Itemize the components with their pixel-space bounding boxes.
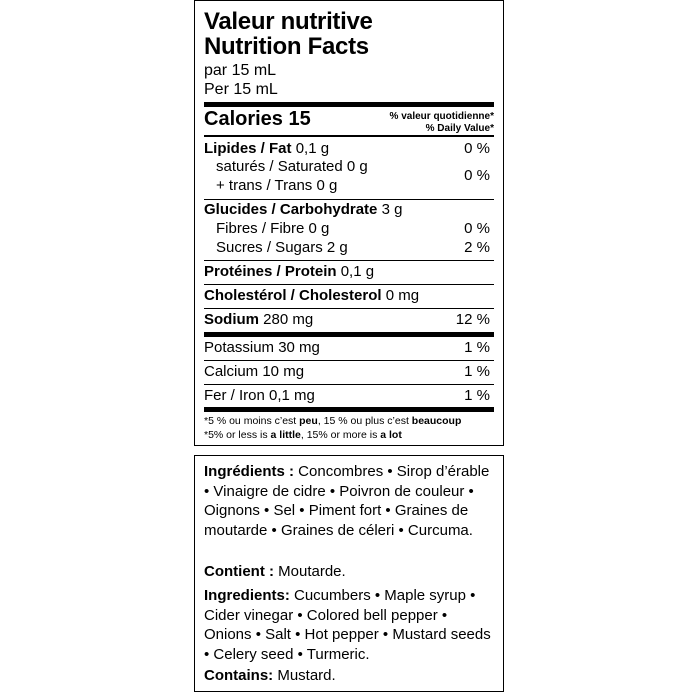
daily-value-header xyxy=(390,111,494,135)
serving-size-french: par 15 mL xyxy=(204,62,277,79)
divider-thick xyxy=(204,102,494,107)
iron-dv: 1 % xyxy=(464,387,490,404)
fibre-label: Fibres / Fibre 0 g xyxy=(216,220,330,237)
sat-trans-dv-row xyxy=(204,167,494,185)
fibre-dv: 0 % xyxy=(464,220,490,237)
calories-value: 15 xyxy=(288,108,311,130)
ingredients-french-text: Concombres • Sirop d’érable • Vinaigre de cidre • Poivron de couleur • Oignons • Sel • Piment fort • Graines de moutarde • Graines de céleri • Curcuma. xyxy=(204,463,490,539)
sugars-label: Sucres / Sugars 2 g xyxy=(216,239,348,256)
sodium-label: Sodium xyxy=(204,311,259,328)
contains-english-text: Mustard. xyxy=(273,667,336,684)
footnote-french-text: , 15 % ou plus c’est xyxy=(317,415,412,427)
calcium-row xyxy=(204,363,494,381)
iron-label: Fer / Iron 0,1 mg xyxy=(204,387,315,404)
footnote-english xyxy=(204,428,494,442)
sugars-dv: 2 % xyxy=(464,239,490,256)
divider xyxy=(204,384,494,385)
footnote-french xyxy=(204,414,494,428)
nutrition-facts-panel xyxy=(194,0,504,446)
divider-thick xyxy=(204,407,494,412)
carbohydrate-amount: 3 g xyxy=(381,201,403,218)
fat-row xyxy=(204,140,494,158)
protein-row xyxy=(204,263,494,281)
calcium-label: Calcium 10 mg xyxy=(204,363,305,380)
footnote-english-little: a little xyxy=(270,429,301,441)
contains-french xyxy=(204,562,497,582)
calcium-dv: 1 % xyxy=(464,363,490,380)
footnote-english-text: *5% or less is xyxy=(204,429,271,441)
divider xyxy=(204,135,494,137)
contains-french-text: Moutarde. xyxy=(273,563,346,580)
calories-line xyxy=(204,108,311,130)
protein-amount: 0,1 g xyxy=(340,263,375,280)
footnote-french-little: peu xyxy=(299,415,318,427)
sat-trans-dv: 0 % xyxy=(464,167,490,184)
footnote-french-text: *5 % ou moins c’est xyxy=(204,415,300,427)
ingredients-french-label: Ingrédients : xyxy=(204,463,295,480)
sugars-row xyxy=(204,239,494,257)
cholesterol-amount: 0 mg xyxy=(385,287,420,304)
sodium-amount: 280 mg xyxy=(263,311,314,328)
contains-english xyxy=(204,666,497,686)
footnote-french-lot: beaucoup xyxy=(411,415,462,427)
divider xyxy=(204,284,494,285)
divider xyxy=(204,199,494,200)
cholesterol-label: Cholestérol / Cholesterol xyxy=(204,287,382,304)
sodium-row xyxy=(204,311,494,329)
carbohydrate-label: Glucides / Carbohydrate xyxy=(204,201,378,218)
footnote-english-lot: a lot xyxy=(380,429,402,441)
ingredients-english-text: Cucumbers • Maple syrup • Cider vinegar • Colored bell pepper • Onions • Salt • Hot pepper • Mustard seeds • Celery seed • Turmeric. xyxy=(204,587,491,663)
title-english: Nutrition Facts xyxy=(204,33,369,60)
ingredients-english-label: Ingredients: xyxy=(204,587,290,604)
trans-label: + trans / Trans 0 g xyxy=(216,177,338,194)
protein-label: Protéines / Protein xyxy=(204,263,337,280)
footnote-english-text: , 15% or more is xyxy=(300,429,381,441)
saturated-label: saturés / Saturated 0 g xyxy=(216,158,368,175)
divider xyxy=(204,260,494,261)
contains-french-label: Contient : xyxy=(204,563,274,580)
divider xyxy=(204,360,494,361)
carbohydrate-row xyxy=(204,201,494,219)
potassium-label: Potassium 30 mg xyxy=(204,339,320,356)
ingredients-panel xyxy=(194,455,504,692)
title-french: Valeur nutritive xyxy=(204,8,373,35)
fat-amount: 0,1 g xyxy=(295,140,330,157)
daily-value-header-french: % valeur quotidienne* xyxy=(389,111,494,122)
ingredients-french xyxy=(204,462,497,540)
calories-label: Calories xyxy=(204,108,283,130)
fibre-row xyxy=(204,220,494,238)
serving-size-english: Per 15 mL xyxy=(204,81,278,98)
cholesterol-row xyxy=(204,287,494,305)
divider xyxy=(204,308,494,309)
ingredients-english xyxy=(204,586,497,664)
potassium-dv: 1 % xyxy=(464,339,490,356)
fat-label: Lipides / Fat xyxy=(204,140,292,157)
daily-value-header-english: % Daily Value* xyxy=(425,123,494,134)
iron-row xyxy=(204,387,494,405)
potassium-row xyxy=(204,339,494,357)
contains-english-label: Contains: xyxy=(204,667,274,684)
divider-thick xyxy=(204,332,494,337)
sodium-dv: 12 % xyxy=(455,311,490,328)
fat-dv: 0 % xyxy=(464,140,490,157)
